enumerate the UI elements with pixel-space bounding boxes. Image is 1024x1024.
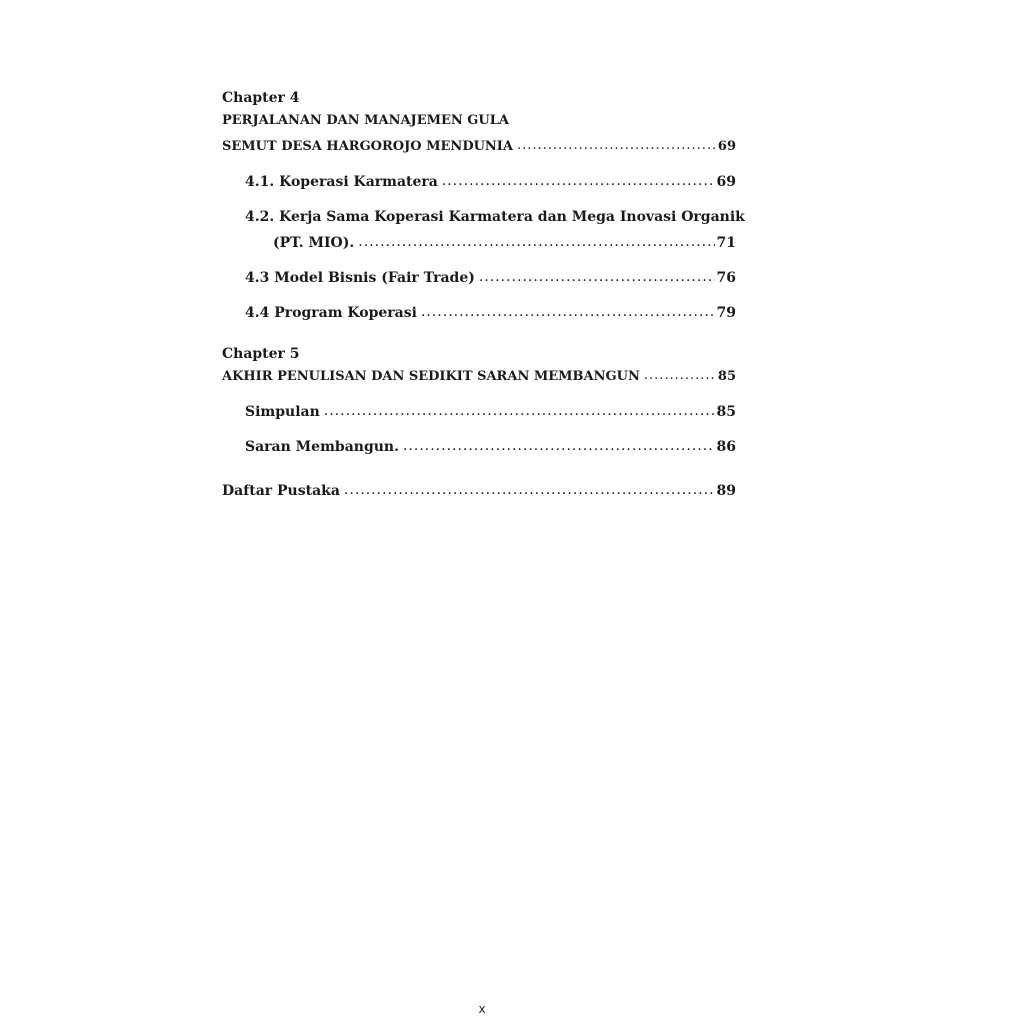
section-label: Saran Membangun. [245, 439, 399, 455]
dot-leader [479, 264, 715, 290]
section-label: 4.3 Model Bisnis (Fair Trade) [245, 270, 475, 286]
dot-leader [324, 398, 715, 424]
section-label: 4.4 Program Koperasi [245, 305, 417, 321]
page-ref: 69 [716, 174, 736, 190]
toc-entry-4-3[interactable] [222, 265, 736, 291]
page-ref: 89 [716, 483, 736, 499]
page-number: x [478, 1002, 486, 1016]
chapter-5-title: AKHIR PENULISAN DAN SEDIKIT SARAN MEMBANGUN [222, 369, 640, 384]
toc-entry-4-2-line-1[interactable]: 4.2. Kerja Sama Koperasi Karmatera dan Mega Inovasi Organik [245, 209, 745, 225]
page-ref: 85 [716, 404, 736, 420]
page-ref: 71 [716, 235, 736, 251]
toc-entry-4-1[interactable] [222, 169, 736, 195]
toc-entry-4-4[interactable] [222, 300, 736, 326]
toc-entry-chapter-5[interactable] [222, 364, 736, 390]
chapter-4-label: Chapter 4 [222, 90, 300, 106]
dot-leader [358, 229, 714, 255]
chapter-5-label: Chapter 5 [222, 346, 300, 362]
section-label: Daftar Pustaka [222, 483, 340, 499]
toc-entry-daftar-pustaka[interactable] [222, 478, 736, 504]
page-ref: 69 [717, 139, 736, 154]
page-ref: 86 [716, 439, 736, 455]
page-ref: 85 [717, 369, 736, 384]
page-ref: 76 [716, 270, 736, 286]
dot-leader [344, 477, 715, 503]
chapter-4-title-line-1: PERJALANAN DAN MANAJEMEN GULA [222, 113, 509, 128]
section-label: Simpulan [245, 404, 320, 420]
dot-leader [442, 168, 715, 194]
table-of-contents [222, 88, 745, 504]
section-label: 4.1. Koperasi Karmatera [245, 174, 438, 190]
toc-entry-chapter-4[interactable] [222, 134, 736, 160]
dot-leader [403, 433, 715, 459]
section-label: (PT. MIO). [273, 235, 355, 251]
page-ref: 79 [716, 305, 736, 321]
dot-leader [517, 133, 716, 159]
dot-leader [644, 363, 716, 389]
dot-leader [421, 299, 715, 325]
toc-entry-saran-membangun[interactable] [222, 434, 736, 460]
toc-entry-4-2[interactable] [222, 230, 736, 256]
chapter-4-title-line-2: SEMUT DESA HARGOROJO MENDUNIA [222, 139, 513, 154]
toc-entry-simpulan[interactable] [222, 399, 736, 425]
